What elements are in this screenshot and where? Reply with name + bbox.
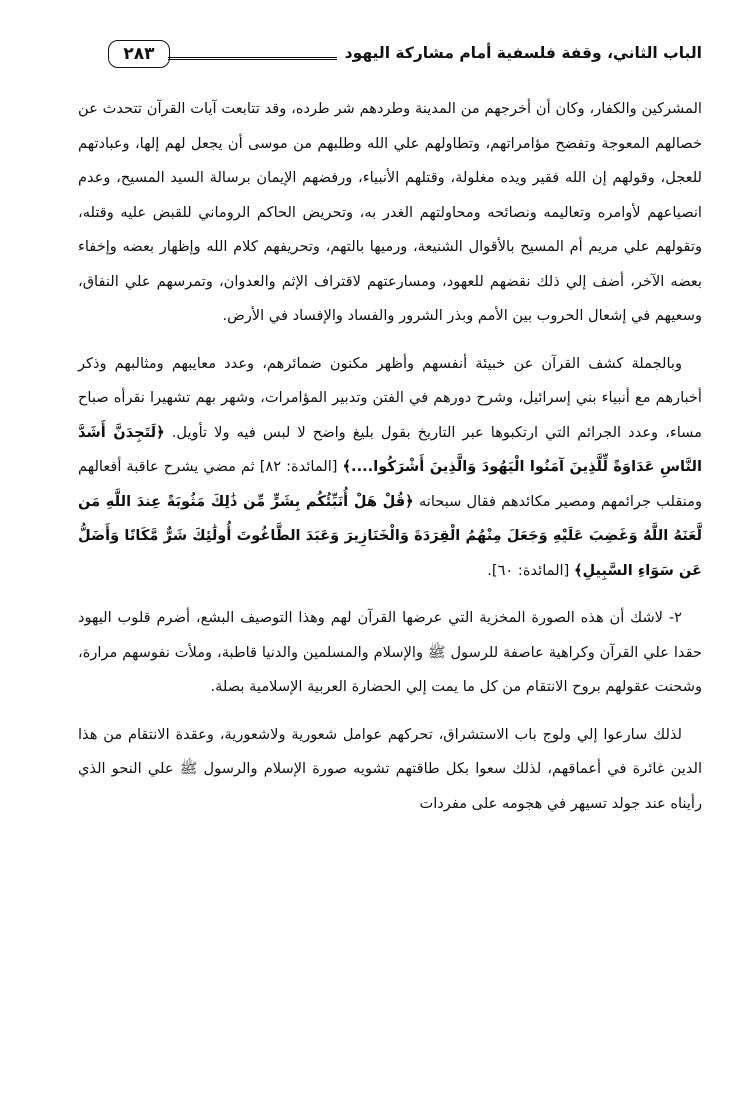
paragraph-2-text-2: ثم مضي يشرح عاقبة أفعالهم ومنقلب جرائمهم ومصير مكائدهم فقال سبحانه [78,458,702,510]
paragraph-4: لذلك سارعوا إلي ولوج باب الاستشراق، تحركهم عوامل شعورية ولاشعورية، وعقدة الانتقام من هذا الدين غائرة في أعماقهم، لذلك سعوا بكل طاقتهم تشويه صورة الإسلام والرسول ﷺ علي النحو الذي رأيناه عند جولد تسيهر في هجومه على مفردات [78,725,702,812]
paragraph-2-text-1: وبالجملة كشف القرآن عن خبيئة أنفسهم وأظهر مكنون ضمائرهم، وعدد معايبهم ومثالبهم وذكر أخبارهم مع أنبياء بني إسرائيل، وشرح دورهم في الفتن وتدبير المؤامرات، وشهر بهم تشهيرا نقرأه صباح مساء، وعدد الجرائم التي ارتكبوها عبر التاريخ بقول بليغ واضح لا لبس فيه ولا تأويل. [78,354,703,441]
paragraph-2 [78,347,702,589]
page-body [78,92,702,821]
paragraph-1: المشركين والكفار، وكان أن أخرجهم من المدينة وطردهم شر طرده، وقد تتابعت آيات القرآن تتحدث عن خصالهم المعوجة وتفضح مؤامراتهم، وتطاولهم علي الله وطلبهم من موسى أن يجعل لهم إلها، وعبادتهم للعجل، وقولهم إن الله فقير ويده مغلولة، وقتلهم الأنبياء، ورفضهم الإيمان برسالة السيد المسيح، وعدم انصياعهم لأوامره وتعاليمه ونصائحه ومحاولتهم الغدر به، وتحريض الحاكم الروماني للقبض عليه وقتله، وتقولهم علي مريم أم المسيح بالأقوال الشنيعة، ورميها بالتهم، وتحريفهم كلام الله وإظهار بعضه وإخفاء بعضه الآخر، أضف إلي ذلك نقضهم للعهود، ومسارعتهم لاقتراف الإثم والعدوان، وتمرسهم علي النفاق، وسعيهم في إشعال الحروب بين الأمم وبذر الشرور والفساد والإفساد في الأرض. [78,100,702,324]
verse-reference-2: [المائدة: ٦٠]. [487,561,570,579]
page-header [108,38,702,74]
page-number: ٢٨٣ [108,40,170,68]
chapter-title: الباب الثاني، وقفة فلسفية أمام مشاركة اليهود [344,44,702,62]
quran-verse-1: ﴿لَتَجِدَنَّ أَشَدَّ النَّاسِ عَدَاوَةً لِّلَّذِينَ آمَنُوا الْيَهُودَ وَالَّذِينَ أَشْرَكُوا....﴾ [78,423,702,475]
paragraph-3: ٢- لاشك أن هذه الصورة المخزية التي عرضها القرآن لهم وهذا التوصيف البشع، أضرم قلوب اليهود حقدا علي القرآن وكراهية عاصفة للرسول ﷺ والإسلام والمسلمين والدنيا قاطبة، وملأت نفوسهم مرارة، وشحنت عقولهم بروح الانتقام من كل ما يمت إلي الحضارة العربية الإسلامية بصلة. [78,609,702,695]
quran-verse-2: ﴿قُلْ هَلْ أُنَبِّئُكُم بِشَرٍّ مِّن ذَٰلِكَ مَثُوبَةً عِندَ اللَّهِ مَن لَّعَنَهُ اللَّهُ وَغَضِبَ عَلَيْهِ وَجَعَلَ مِنْهُمُ الْقِرَدَةَ وَالْخَنَازِيرَ وَعَبَدَ الطَّاغُوتَ أُولَٰئِكَ شَرٌّ مَّكَانًا وَأَضَلُّ عَن سَوَاءِ السَّبِيلِ﴾ [78,492,702,579]
verse-reference-1: [المائدة: ٨٢] [259,458,338,475]
header-divider [168,57,337,60]
